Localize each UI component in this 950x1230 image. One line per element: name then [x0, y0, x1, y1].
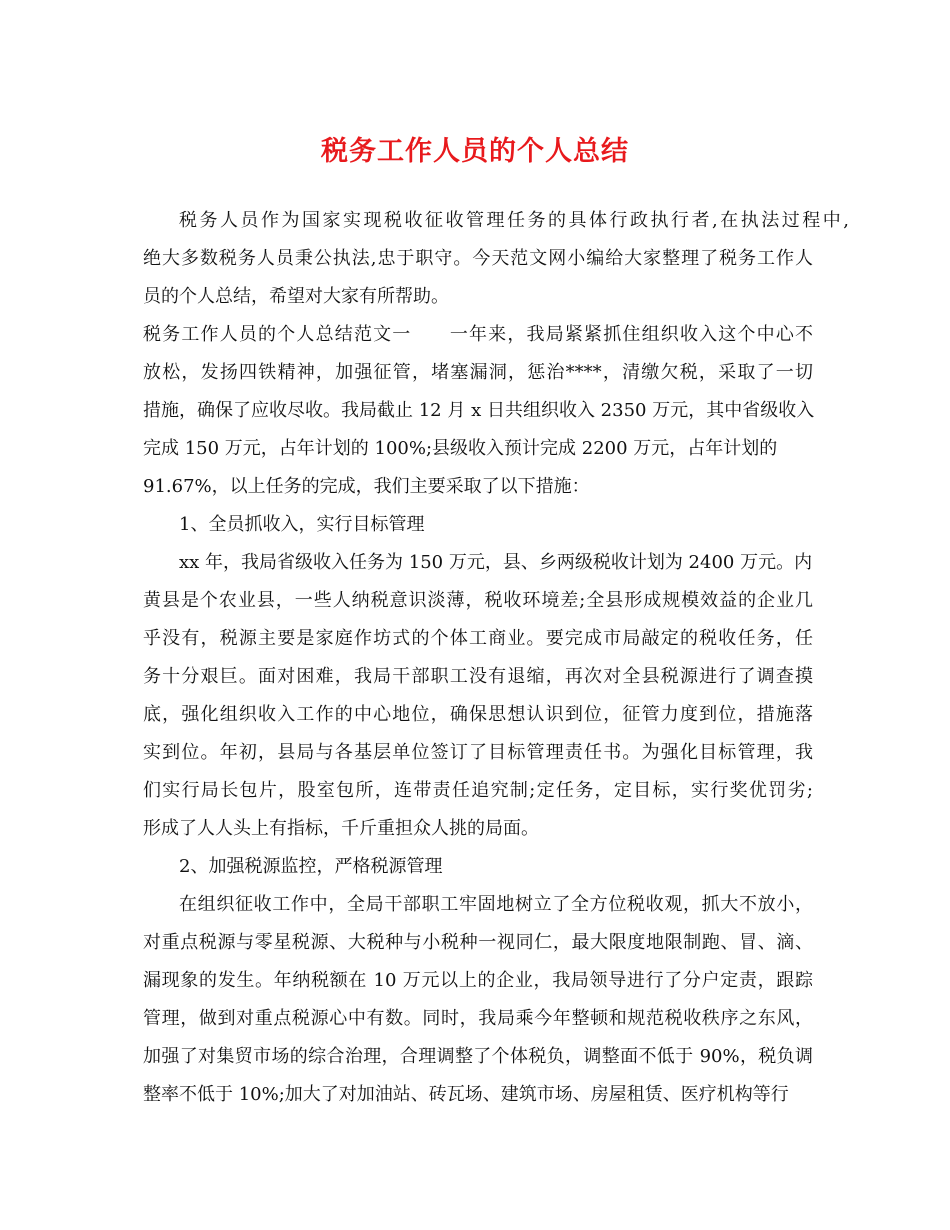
paragraph-line: 们实行局长包片，股室包所，连带责任追究制;定任务，定目标，实行奖优罚劣;	[143, 780, 813, 801]
paragraph-line: xx 年，我局省级收入任务为 150 万元，县、乡两级税收计划为 2400 万元。内	[179, 552, 813, 573]
paragraph-line: 底，强化组织收入工作的中心地位，确保思想认识到位，征管力度到位，措施落	[143, 704, 813, 725]
paragraph-line: 实到位。年初，县局与各基层单位签订了目标管理责任书。为强化目标管理，我	[143, 742, 813, 763]
document-title: 税务工作人员的个人总结	[321, 136, 629, 167]
paragraph-line: 在组织征收工作中，全局干部职工牢固地树立了全方位税收观，抓大不放小，	[179, 894, 813, 915]
paragraph-line: 整率不低于 10%;加大了对加油站、砖瓦场、建筑市场、房屋租赁、医疗机构等行	[143, 1084, 789, 1105]
section-heading: 1、全员抓收入，实行目标管理	[179, 514, 425, 535]
paragraph-line: 加强了对集贸市场的综合治理，合理调整了个体税负，调整面不低于 90%，税负调	[143, 1046, 813, 1067]
paragraph-line: 91.67%，以上任务的完成，我们主要采取了以下措施：	[143, 476, 590, 497]
paragraph-line: 乎没有，税源主要是家庭作坊式的个体工商业。要完成市局敲定的税收任务，任	[143, 628, 813, 649]
paragraph-line: 管理，做到对重点税源心中有数。同时，我局乘今年整顿和规范税收秩序之东风，	[143, 1008, 813, 1029]
paragraph-line: 黄县是个农业县，一些人纳税意识淡薄，税收环境差;全县形成规模效益的企业几	[143, 590, 813, 611]
paragraph-line: 员的个人总结，希望对大家有所帮助。	[143, 286, 449, 307]
paragraph-line: 对重点税源与零星税源、大税种与小税种一视同仁，最大限度地限制跑、冒、滴、	[143, 932, 813, 953]
paragraph-line: 务十分艰巨。面对困难，我局干部职工没有退缩，再次对全县税源进行了调查摸	[143, 666, 813, 687]
paragraph-line: 措施，确保了应收尽收。我局截止 12 月 x 日共组织收入 2350 万元，其中省级收入	[143, 400, 815, 421]
paragraph-line: 完成 150 万元，占年计划的 100%;县级收入预计完成 2200 万元，占年计划的	[143, 438, 778, 459]
paragraph-line: 放松，发扬四铁精神，加强征管，堵塞漏洞，惩治****，清缴欠税，采取了一切	[143, 362, 813, 383]
paragraph-line: 税务人员作为国家实现税收征收管理任务的具体行政执行者,在执法过程中,	[179, 210, 849, 231]
paragraph-line: 漏现象的发生。年纳税额在 10 万元以上的企业，我局领导进行了分户定责，跟踪	[143, 970, 813, 991]
section-heading: 2、加强税源监控，严格税源管理	[179, 856, 443, 877]
paragraph-line: 形成了人人头上有指标，千斤重担众人挑的局面。	[143, 818, 539, 839]
paragraph-line: 绝大多数税务人员秉公执法,忠于职守。今天范文网小编给大家整理了税务工作人	[143, 248, 813, 269]
paragraph-line: 税务工作人员的个人总结范文一 一年来，我局紧紧抓住组织收入这个中心不	[143, 324, 813, 345]
